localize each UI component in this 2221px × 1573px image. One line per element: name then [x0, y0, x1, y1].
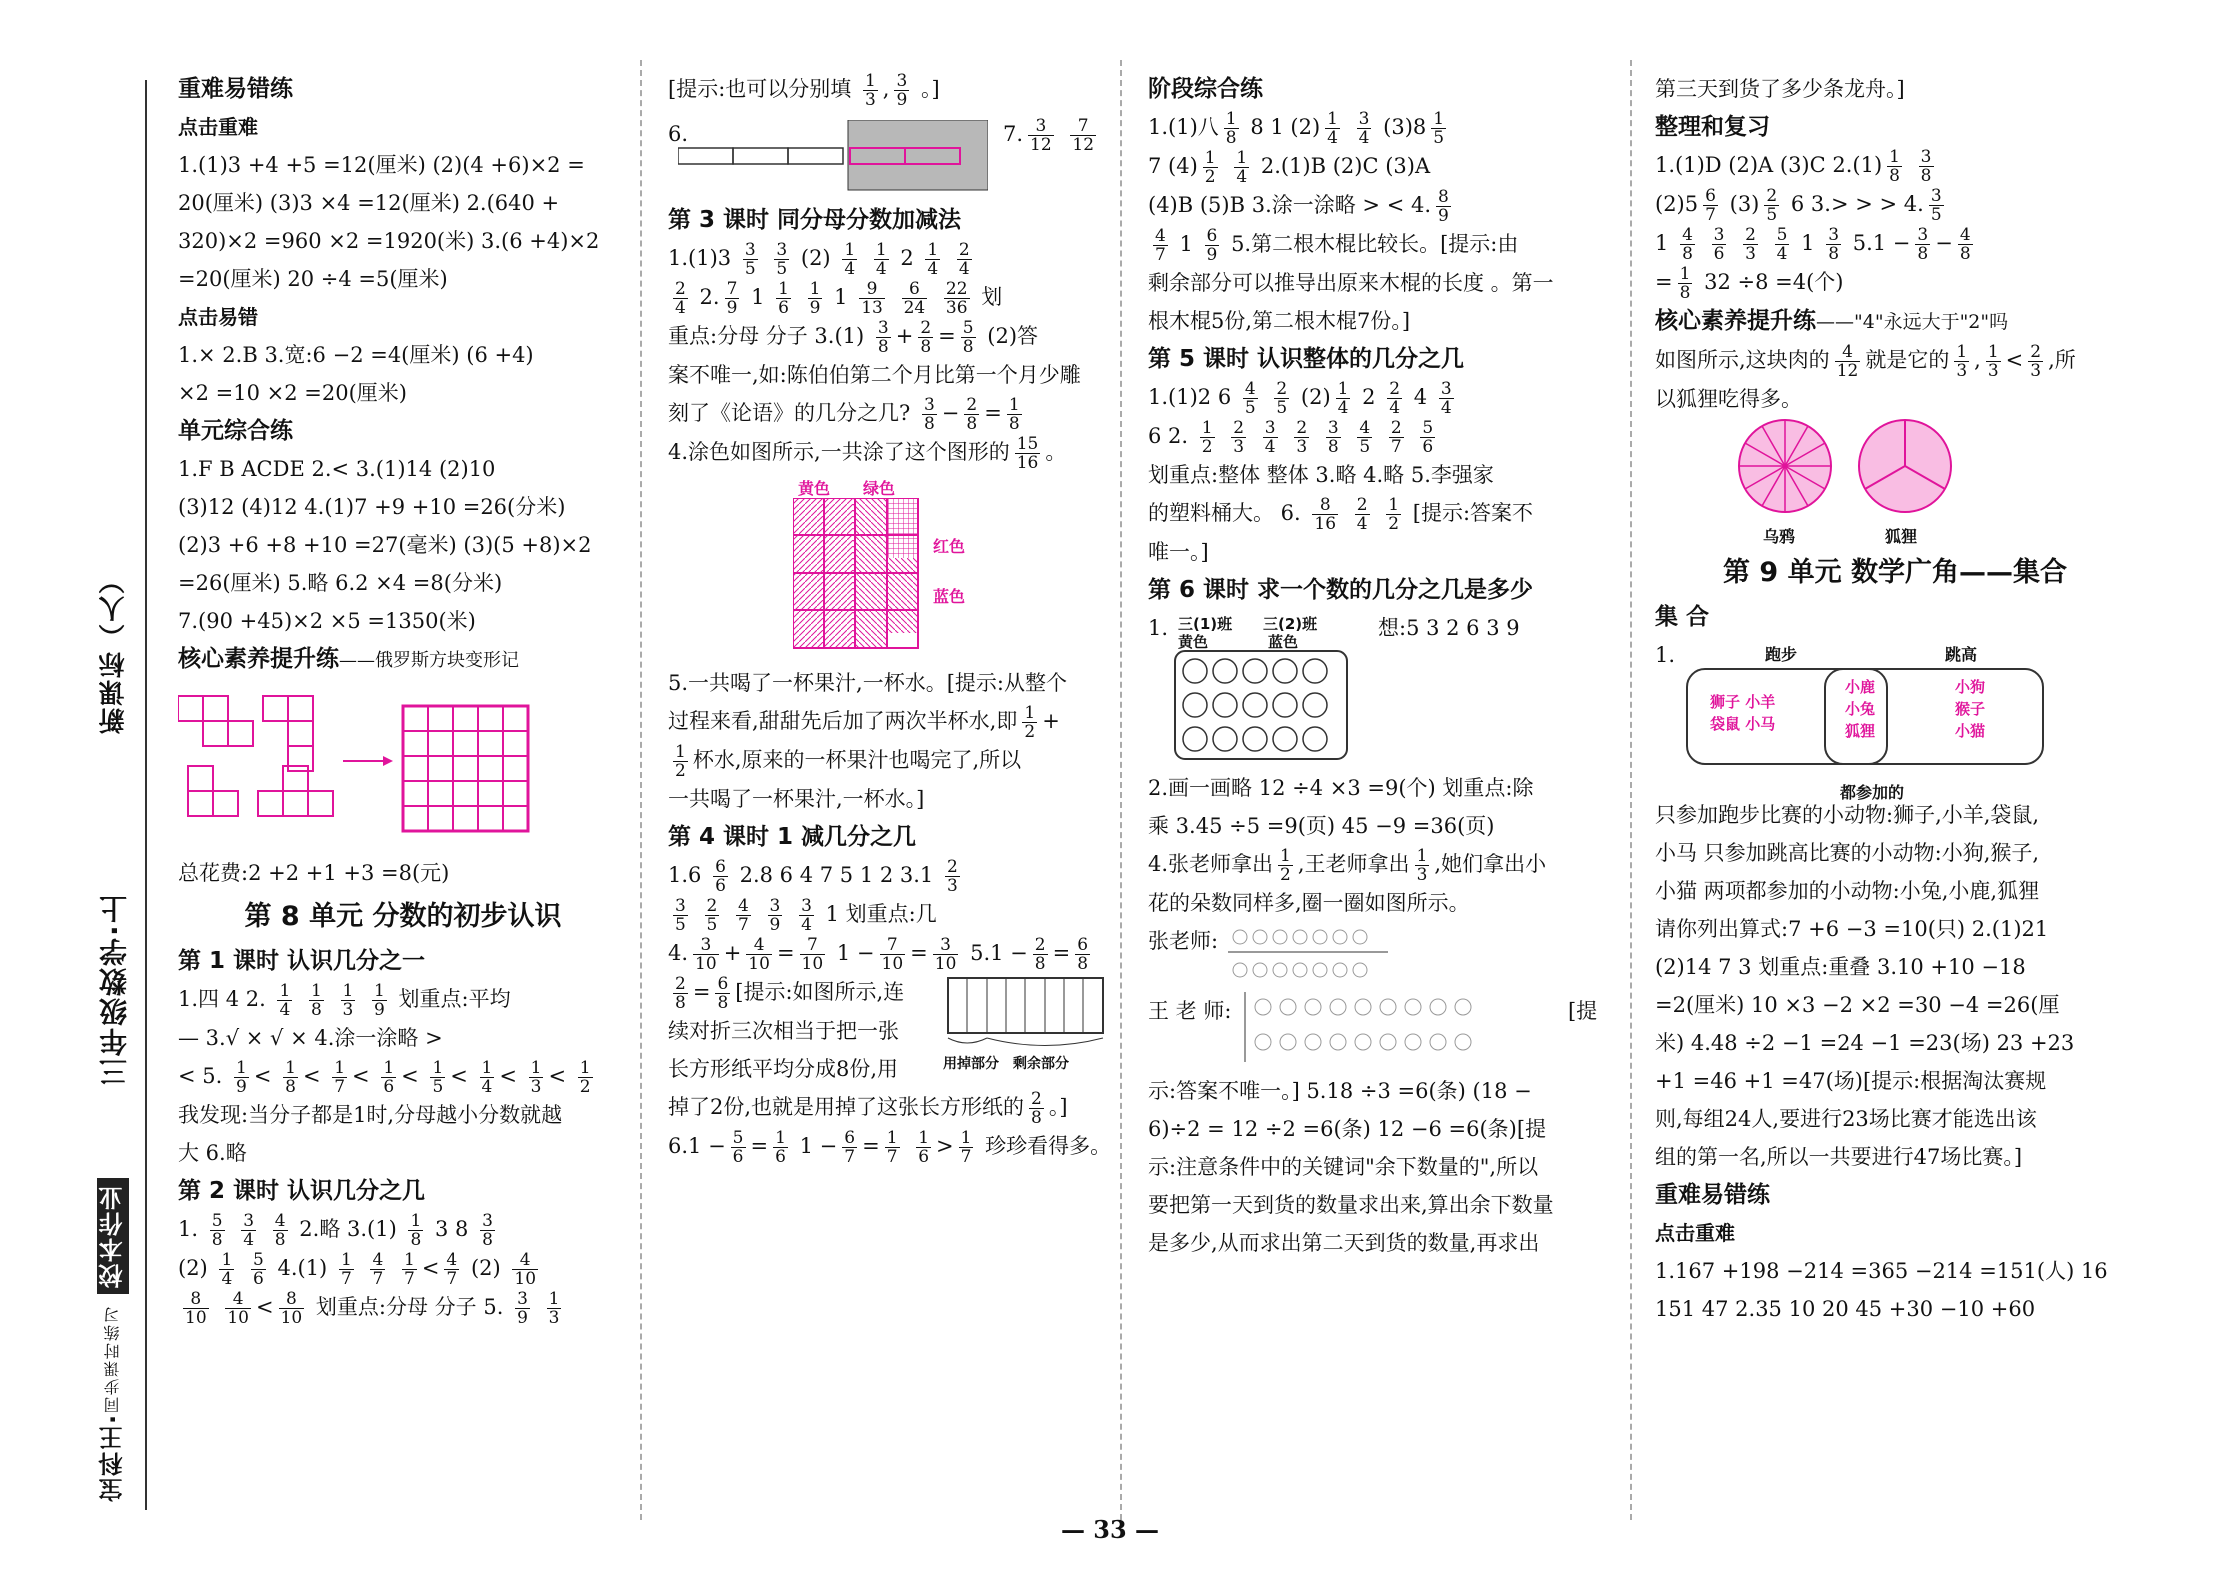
label-yellow: 黄色: [798, 479, 831, 498]
column-divider-3: [1630, 60, 1632, 1520]
column-4: [1655, 70, 2135, 1328]
fold-block: [668, 973, 1108, 1088]
pie-svg: [1735, 418, 1995, 518]
answer-line: < 5. $\frac{1}{9}$ < $\frac{1}{8}$ < $\frac{1}{7}$ < $\frac{1}{6}$ < $\frac{1}{5}$ < $\frac{1}{4}$ < $\frac{1}{3}$ < $\frac{1}{2}$: [178, 1058, 591, 1097]
rest-label: 剩余部分: [1013, 1056, 1069, 1072]
answer-line: (2)14 7 3 划重点:重叠 3.10 +10 −18: [1655, 955, 2026, 979]
answer-line: [提示:也可以分别填 $\frac{1}{3}$ , $\frac{3}{9}$ 。]: [668, 71, 940, 110]
answer-line: 5.一共喝了一杯果汁,一杯水。[提示:从整个: [668, 671, 1067, 695]
bar-svg: [678, 120, 988, 195]
column-divider-2: [1120, 60, 1122, 1520]
answer-line: 掉了2份,也就是用掉了这张长方形纸的 $\frac{2}{8}$ 。]: [668, 1089, 1068, 1128]
label-red: 红色: [933, 537, 966, 556]
answer-line: (2) $\frac{1}{4}$ $\frac{5}{6}$ 4.(1) $\frac{1}{7}$ $\frac{4}{7}$ $\frac{1}{7}$ < $\frac{4}{7}$ (2) $\frac{4}{10}$: [178, 1250, 537, 1289]
both-label: 都参加的: [1840, 783, 1905, 802]
brand-label: 宝科王·同步课时练习 校本作业: [95, 1170, 135, 1510]
section-heading: 单元综合练: [178, 418, 293, 444]
answer-line: 要把第一天到货的数量求出来,算出余下数量: [1148, 1193, 1554, 1217]
fox-label: 狐狸: [1885, 527, 1918, 546]
answer-line: 的塑料桶大。 6. $\frac{8}{16}$ $\frac{2}{4}$ $\frac{1}{2}$ [提示:答案不: [1148, 495, 1534, 534]
lesson-title: 第 6 课时 求一个数的几分之几是多少: [1148, 577, 1534, 603]
answer-line: +1 =46 +1 =47(场)[提示:根据淘汰赛规: [1655, 1069, 2047, 1093]
answer-line: 大 6.略: [178, 1141, 247, 1165]
color-grid-svg: [793, 498, 933, 658]
answer-line: 1.(1)2 6 $\frac{4}{5}$ $\frac{2}{5}$ (2) $\frac{1}{4}$ 2 $\frac{2}{4}$ 4 $\frac{3}{4}$: [1148, 379, 1452, 418]
answer-line: 续对折三次相当于把一张: [668, 1019, 899, 1043]
answer-line: 米) 4.48 ÷2 −1 =24 −1 =23(场) 23 +23: [1655, 1031, 2075, 1055]
grade-label: 三年级数学·上: [98, 893, 131, 1087]
answer-line: 是多少,从而求出第二天到货的数量,再求出: [1148, 1231, 1540, 1255]
answer-line: $\frac{8}{10}$ $\frac{4}{10}$ < $\frac{8}{10}$ 划重点:分母 分子 5. $\frac{3}{9}$ $\frac{1}{3}$: [185, 1289, 560, 1328]
answer-line: 7 (4) $\frac{1}{2}$ $\frac{1}{4}$ 2.(1)B (2)C (3)A: [1148, 148, 1431, 187]
answer-line: (3)12 (4)12 4.(1)7 +9 +10 =26(分米): [178, 495, 566, 519]
flowers-zhang-svg: [1228, 922, 1388, 987]
answer-line: 20(厘米) (3)3 ×4 =12(厘米) 2.(640 +: [178, 191, 560, 215]
answer-line: 1 $\frac{4}{8}$ $\frac{3}{6}$ $\frac{2}{3}$ $\frac{5}{4}$ 1 $\frac{3}{8}$ 5.1 − $\frac{3}{8}$ − $\frac{4}{8}$: [1655, 225, 1971, 264]
answer-line: 1.6 $\frac{6}{6}$ 2.8 6 4 7 5 1 2 3.1 $\frac{2}{3}$: [668, 857, 958, 896]
answer-line: 组的第一名,所以一共要进行47场比赛。]: [1655, 1145, 2023, 1169]
answer-line: $\frac{3}{5}$ $\frac{2}{5}$ $\frac{4}{7}$ $\frac{3}{9}$ $\frac{3}{4}$ 1 划重点:几: [675, 896, 937, 935]
answer-line: 1.四 4 2. $\frac{1}{4}$ $\frac{1}{8}$ $\frac{1}{3}$ $\frac{1}{9}$ 划重点:平均: [178, 981, 511, 1020]
answer-line: $\frac{2}{8}$ = $\frac{6}{8}$ [提示:如图所示,连: [675, 974, 905, 1013]
lesson-title: 第 5 课时 认识整体的几分之几: [1148, 346, 1465, 372]
answer-line: (2)5 $\frac{6}{7}$ (3) $\frac{2}{5}$ 6 3.> > > 4. $\frac{3}{5}$: [1655, 186, 1942, 225]
section-heading: 核心素养提升练: [1655, 308, 1816, 334]
answer-line: 2.画一画略 12 ÷4 ×3 =9(个) 划重点:除: [1148, 776, 1534, 800]
answer-line: 如图所示,这块肉的 $\frac{4}{12}$ 就是它的 $\frac{1}{3}$ , $\frac{1}{3}$ < $\frac{2}{3}$ ,所: [1655, 342, 2076, 381]
answer-line: 长方形纸平均分成8份,用: [668, 1057, 899, 1081]
answer-line: 1.167 +198 −214 =365 −214 =151(人) 16: [1655, 1259, 2108, 1283]
color-grid-figure: [668, 478, 1108, 658]
answer-line: 唯一。]: [1148, 540, 1209, 564]
answer-line: 小猫 两项都参加的小动物:小兔,小鹿,狐狸: [1655, 879, 2040, 903]
pie-figure: [1655, 418, 2135, 548]
flowers-wang: [1148, 992, 1618, 1072]
page-number: — 33 —: [1060, 1515, 1160, 1544]
answer-line: 1.(1)D (2)A (3)C 2.(1) $\frac{1}{8}$ $\frac{3}{8}$: [1655, 147, 1932, 186]
answer-line: 1.F B ACDE 2.< 3.(1)14 (2)10: [178, 457, 496, 481]
answer-line: =26(厘米) 5.略 6.2 ×4 =8(分米): [178, 571, 503, 595]
answer-line: 则,每组24人,要进行23场比赛才能选出该: [1655, 1107, 2037, 1131]
answer-line: 总花费:2 +2 +1 +3 =8(元): [178, 861, 450, 885]
answer-line: $\frac{4}{7}$ 1 $\frac{6}{9}$ 5.第二根木棍比较长。[提示:由: [1155, 226, 1519, 265]
answer-line: 刻了《论语》的几分之几? $\frac{3}{8}$ − $\frac{2}{8}$ = $\frac{1}{8}$: [668, 395, 1020, 434]
spine-border: [145, 80, 147, 1510]
section-heading: 核心素养提升练: [178, 646, 339, 672]
answer-line: 小马 只参加跳高比赛的小动物:小狗,猴子,: [1655, 841, 2040, 865]
series-label: 新课标（人）: [99, 566, 129, 734]
section-subtitle: ——俄罗斯方块变形记: [339, 650, 519, 671]
smiley-svg: [1173, 649, 1353, 764]
answer-line: =2(厘米) 10 ×3 −2 ×2 =30 −4 =26(厘: [1655, 993, 2060, 1017]
smiley-figure: 1. 三(1)班 黄色 三(2)班 蓝色 想:5 3 2 6 3 9: [1148, 609, 1618, 769]
bar-figure: [668, 115, 1108, 195]
class-2-label: 三(2)班: [1263, 615, 1318, 633]
class-1-label: 三(1)班: [1178, 615, 1233, 633]
flowers-wang-svg: [1243, 992, 1543, 1067]
answer-line: ×2 =10 ×2 =20(厘米): [178, 381, 407, 405]
answer-line: 6)÷2 = 12 ÷2 =6(条) 12 −6 =6(条)[提: [1148, 1117, 1547, 1141]
think-line: 想:5 3 2 6 3 9: [1378, 616, 1520, 640]
sub-heading: 点击重难: [1655, 1221, 1735, 1245]
answer-line: =20(厘米) 20 ÷4 =5(厘米): [178, 267, 448, 291]
yellow-label: 黄色: [1178, 633, 1209, 651]
answer-line: 151 47 2.35 10 20 45 +30 −10 +60: [1655, 1297, 2036, 1321]
answer-line: 6 2. $\frac{1}{2}$ $\frac{2}{3}$ $\frac{3}{4}$ $\frac{2}{3}$ $\frac{3}{8}$ $\frac{4}{5}$ $\frac{2}{7}$ $\frac{5}{6}$: [1148, 418, 1434, 457]
sub-heading: 点击重难: [178, 115, 258, 139]
item-number: 1.: [1655, 643, 1676, 667]
answer-line: (4)B (5)B 3.涂一涂略 > < 4. $\frac{8}{9}$: [1148, 187, 1449, 226]
answer-line: 以狐狸吃得多。: [1655, 387, 1802, 411]
lesson-title: 第 3 课时 同分母分数加减法: [668, 207, 962, 233]
venn-right: 小狗 猴子 小猫: [1955, 678, 1986, 740]
answer-line: 4. $\frac{3}{10}$ + $\frac{4}{10}$ = $\frac{7}{10}$ 1 − $\frac{7}{10}$ = $\frac{3}{10}$ 5.1 − $\frac{2}{8}$ = $\frac{6}{8}$: [668, 935, 1089, 974]
answer-line: 6.1 − $\frac{5}{6}$ = $\frac{1}{6}$ 1 − $\frac{6}{7}$ = $\frac{1}{7}$ $\frac{1}{6}$ > $\frac{1}{7}$ 珍珍看得多。: [668, 1128, 1112, 1167]
venn-figure: [1655, 636, 2135, 802]
brand-box: 校本作业: [97, 1178, 129, 1294]
answer-line: — 3.√ × √ × 4.涂一涂略 >: [178, 1026, 443, 1050]
section-subtitle: ——"4"永远大于"2"吗: [1816, 311, 2009, 333]
flowers-zhang: [1148, 922, 1618, 992]
answer-line: 根木棍5份,第二根木棍7份。]: [1148, 309, 1411, 333]
answer-line: 7.(90 +45)×2 ×5 =1350(米): [178, 609, 476, 633]
answer-line: 1. $\frac{5}{8}$ $\frac{3}{4}$ $\frac{4}{8}$ 2.略 3.(1) $\frac{1}{8}$ 3 8 $\frac{3}{8}$: [178, 1211, 493, 1250]
blue-label: 蓝色: [1268, 633, 1299, 651]
answer-line: 1.(1)3 +4 +5 =12(厘米) (2)(4 +6)×2 =: [178, 153, 585, 177]
answer-line: 划重点:整体 整体 3.略 4.略 5.李强家: [1148, 463, 1494, 487]
lesson-title: 第 4 课时 1 减几分之几: [668, 824, 917, 850]
answer-line: $\frac{1}{2}$ 杯水,原来的一杯果汁也喝完了,所以: [675, 742, 1022, 781]
unit-title: 第 8 单元 分数的初步认识: [244, 901, 562, 932]
section-heading: 阶段综合练: [1148, 76, 1263, 102]
crow-label: 乌鸦: [1763, 527, 1796, 546]
wang-label: 王 老 师:: [1148, 999, 1232, 1023]
answer-7: 7. $\frac{3}{12}$ $\frac{7}{12}$: [1003, 116, 1095, 155]
tetris-figure: [178, 686, 628, 848]
venn-middle: 小鹿 小兔 狐狸: [1845, 678, 1876, 740]
zhang-label: 张老师:: [1148, 929, 1219, 953]
answer-line: 我发现:当分子都是1时,分母越小分数就越: [178, 1103, 563, 1127]
answer-line: 1.(1)八 $\frac{1}{8}$ 8 1 (2) $\frac{1}{4}$ $\frac{3}{4}$ (3)8 $\frac{1}{5}$: [1148, 109, 1445, 148]
answer-line: 案不唯一,如:陈伯伯第二个月比第一个月少雕: [668, 363, 1081, 387]
column-3: [1148, 70, 1618, 1262]
answer-line: 过程来看,甜甜先后加了两次半杯水,即 $\frac{1}{2}$ +: [668, 703, 1060, 742]
answer-line: 重点:分母 分子 3.(1) $\frac{3}{8}$ + $\frac{2}{8}$ = $\frac{5}{8}$ (2)答: [668, 318, 1039, 357]
wang-tip: [提: [1568, 999, 1598, 1023]
label-blue: 蓝色: [933, 587, 966, 606]
answer-line: 320)×2 =960 ×2 =1920(米) 3.(6 +4)×2: [178, 229, 600, 253]
tetris-svg: [178, 686, 608, 836]
spine: [95, 80, 135, 1510]
answer-line: = $\frac{1}{8}$ 32 ÷8 =4(个): [1655, 264, 1844, 303]
item-number: 6.: [668, 122, 689, 146]
answer-line: 4.张老师拿出 $\frac{1}{2}$ ,王老师拿出 $\frac{1}{3}$ ,她们拿出小: [1148, 846, 1547, 885]
label-green: 绿色: [863, 479, 896, 498]
answer-line: 第三天到货了多少条龙舟。]: [1655, 77, 1905, 101]
column-divider-1: [640, 60, 642, 1520]
column-2: [668, 70, 1112, 1167]
column-1: [178, 70, 628, 1327]
answer-line: $\frac{2}{4}$ 2. $\frac{7}{9}$ 1 $\frac{1}{6}$ $\frac{1}{9}$ 1 $\frac{9}{13}$ $\frac{6}{24}$ $\frac{22}{36}$ 划: [675, 279, 1003, 318]
answer-line: (2)3 +6 +8 +10 =27(毫米) (3)(5 +8)×2: [178, 533, 592, 557]
jump-label: 跳高: [1945, 645, 1978, 664]
answer-line: 乘 3.45 ÷5 =9(页) 45 −9 =36(页): [1148, 814, 1495, 838]
unit-title: 第 9 单元 数学广角——集合: [1723, 557, 2067, 588]
answer-line: 示:答案不唯一。] 5.18 ÷3 =6(条) (18 −: [1148, 1079, 1532, 1103]
section-heading: 整理和复习: [1655, 114, 1770, 140]
answer-line: 4.涂色如图所示,一共涂了这个图形的 $\frac{15}{16}$ 。: [668, 434, 1067, 473]
answer-line: 请你列出算式:7 +6 −3 =10(只) 2.(1)21: [1655, 917, 2049, 941]
lesson-title: 第 2 课时 认识几分之几: [178, 1178, 426, 1204]
cut-label: 用掉部分: [943, 1056, 999, 1072]
answer-line: 1.× 2.B 3.宽:6 −2 =4(厘米) (6 +4): [178, 343, 534, 367]
sub-heading: 点击易错: [178, 305, 258, 329]
answer-line: 只参加跑步比赛的小动物:狮子,小羊,袋鼠,: [1655, 803, 2040, 827]
answer-line: 花的朵数同样多,圈一圈如图所示。: [1148, 891, 1470, 915]
answer-line: 1.(1)3 $\frac{3}{5}$ $\frac{3}{5}$ (2) $\frac{1}{4}$ $\frac{1}{4}$ 2 $\frac{1}{4}$ $\frac{2}{4}$: [668, 240, 970, 279]
section-heading: 重难易错练: [178, 76, 293, 102]
venn-left: 狮子 小羊 袋鼠 小马: [1710, 693, 1776, 733]
answer-line: 剩余部分可以推导出原来木棍的长度 。第一: [1148, 271, 1554, 295]
lesson-title: 集 合: [1655, 604, 1710, 630]
run-label: 跑步: [1765, 645, 1798, 664]
lesson-title: 第 1 课时 认识几分之一: [178, 948, 426, 974]
answer-line: 示:注意条件中的关键词"余下数量的",所以: [1148, 1155, 1539, 1179]
section-heading: 重难易错练: [1655, 1182, 1770, 1208]
answer-line: 一共喝了一杯果汁,一杯水。]: [668, 787, 925, 811]
